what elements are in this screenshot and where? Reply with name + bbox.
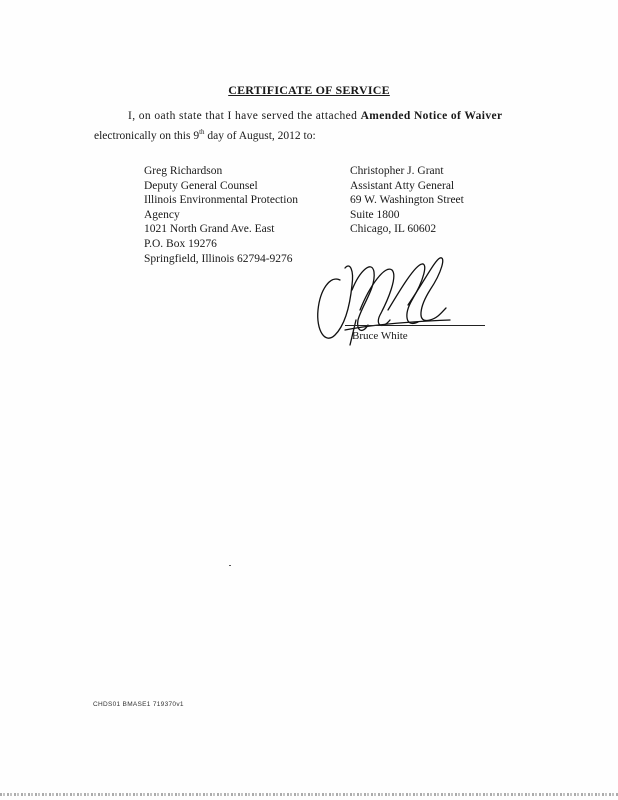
signer-name: Bruce White xyxy=(352,330,408,342)
statement-line-1 xyxy=(128,110,503,122)
address-line: Springfield, Illinois 62794-9276 xyxy=(144,252,293,265)
document-footer-code: CHDS01 BMASE1 719370v1 xyxy=(93,701,184,708)
statement-date-part: electronically on this 9 xyxy=(94,130,200,142)
address-line: Chicago, IL 60602 xyxy=(350,223,437,236)
address-line: 1021 North Grand Ave. East xyxy=(144,223,275,236)
statement-prefix: I, on oath state that I have served the attached xyxy=(128,110,361,122)
recipient-address-left xyxy=(144,164,298,266)
statement-date-rest: day of August, 2012 to: xyxy=(204,130,316,142)
address-line: Deputy General Counsel xyxy=(144,179,258,192)
recipient-address-right xyxy=(350,164,464,237)
address-line: Christopher J. Grant xyxy=(350,165,444,177)
scan-speck xyxy=(229,565,231,566)
certificate-title: CERTIFICATE OF SERVICE xyxy=(228,83,390,97)
document-name-bold: Amended Notice of Waiver xyxy=(360,110,503,122)
address-line: Illinois Environmental Protection xyxy=(144,194,298,207)
scan-edge-artifact xyxy=(0,793,618,796)
ordinal-suffix: th xyxy=(199,128,205,137)
statement-line-2 xyxy=(94,130,316,142)
signature-line xyxy=(345,325,485,326)
address-line: P.O. Box 19276 xyxy=(144,237,217,250)
address-line: Agency xyxy=(144,208,180,221)
address-line: 69 W. Washington Street xyxy=(350,194,464,207)
address-line: Assistant Atty General xyxy=(350,179,455,192)
address-line: Greg Richardson xyxy=(144,165,223,177)
address-line: Suite 1800 xyxy=(350,208,400,221)
